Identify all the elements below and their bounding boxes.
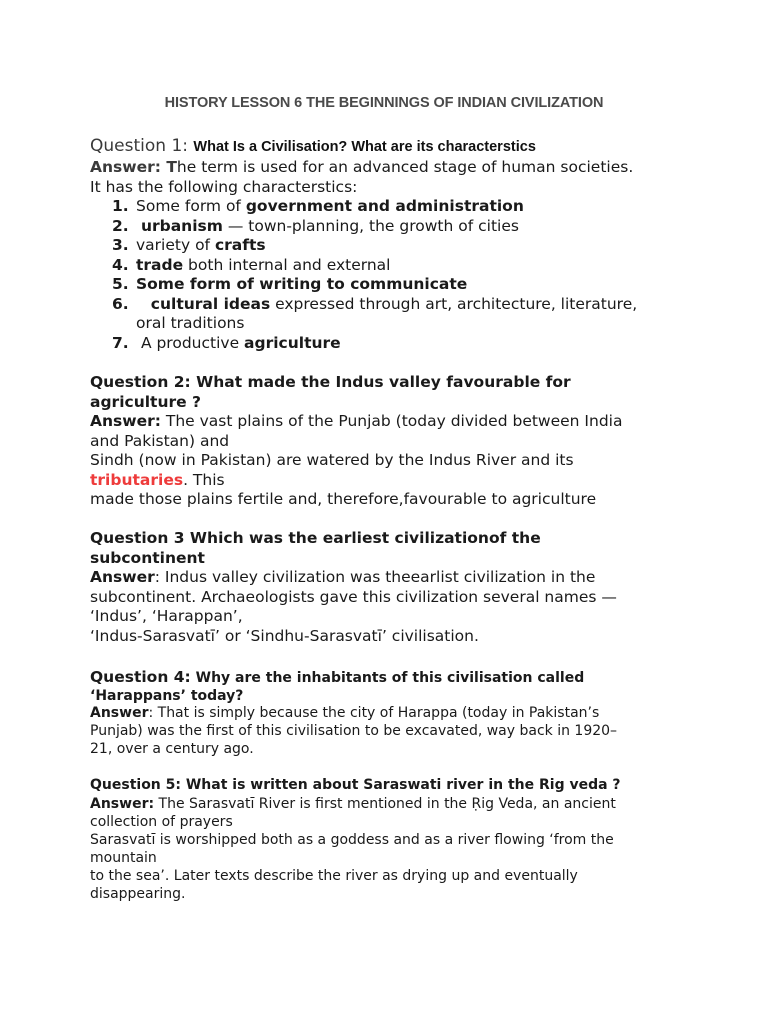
list-item: 4. trade both internal and external xyxy=(112,255,391,274)
list-item: 7. A productive agriculture xyxy=(112,333,341,352)
question-2: Question 2: What made the Indus valley favourable for agriculture ? xyxy=(90,373,571,411)
list-item: 5. Some form of writing to communicate xyxy=(112,275,468,293)
question-1-text: What Is a Civilisation? What are its characterstics xyxy=(193,139,536,155)
list-item: 2. urbanism — town-planning, the growth of cities xyxy=(112,216,519,235)
answer-4: Answer: That is simply because the city of Harappa (today in Pakistan’s Punjab) was the first of this civilisation to be excavated, way back in 1920– 21, over a century ago. xyxy=(90,705,618,757)
answer-2: Answer: The vast plains of the Punjab (today divided between India and Pakistan) and Sindh (now in Pakistan) are watered by the Indus River and its tributaries. This made those plains fertile and, therefore,favourable to agriculture xyxy=(90,412,623,508)
list-item: 6. cultural ideas expressed through art, architecture, literature, oral traditions xyxy=(112,294,638,332)
tributaries-highlight: tributaries xyxy=(90,470,184,489)
list-item: 3. variety of crafts xyxy=(112,236,266,254)
answer-4-label: Answer xyxy=(90,705,149,721)
question-1-colon: : xyxy=(182,136,194,156)
characteristics-list xyxy=(90,197,637,353)
question-5: Question 5: What is written about Saraswati river in the Rig veda ? xyxy=(90,777,621,793)
answer-1 xyxy=(90,158,633,197)
answer-5-label: Answer: xyxy=(90,796,155,812)
question-1-label: Question 1 xyxy=(90,136,183,156)
question-4: Question 4: Why are the inhabitants of this civilisation called ‘Harappans’ today? xyxy=(90,668,585,704)
answer-1-label: Answer: T xyxy=(90,158,177,176)
answer-5: Answer: The Sarasvatī River is first mentioned in the Ṛig Veda, an ancient collection of prayers Sarasvatī is worshipped both as a goddess and as a river flowing ‘from the mountain to the sea’. Later texts describe the river as drying up and eventually disappearing. xyxy=(90,796,616,902)
question-1 xyxy=(90,136,536,156)
question-3: Question 3 Which was the earliest civilizationof the subcontinent xyxy=(90,529,541,567)
answer-1-line1: he term is used for an advanced stage of human societies. xyxy=(176,158,634,176)
document-title: HISTORY LESSON 6 THE BEGINNINGS OF INDIAN CIVILIZATION xyxy=(164,95,604,111)
list-item: 1. Some form of government and administration xyxy=(112,197,524,215)
answer-3: Answer: Indus valley civilization was theearlist civilization in the subcontinent. Archaeologists gave this civilization several names — ‘Indus’, ‘Harappan’, ‘Indus-Sarasvatī’ or ‘Sindhu-Sarasvatī’ civilisation. xyxy=(90,568,617,645)
question-4-label: Question 4: xyxy=(90,668,191,686)
answer-3-label: Answer xyxy=(90,568,155,586)
answer-2-label: Answer: xyxy=(90,412,161,430)
answer-1-line2: It has the following characterstics: xyxy=(90,177,358,196)
